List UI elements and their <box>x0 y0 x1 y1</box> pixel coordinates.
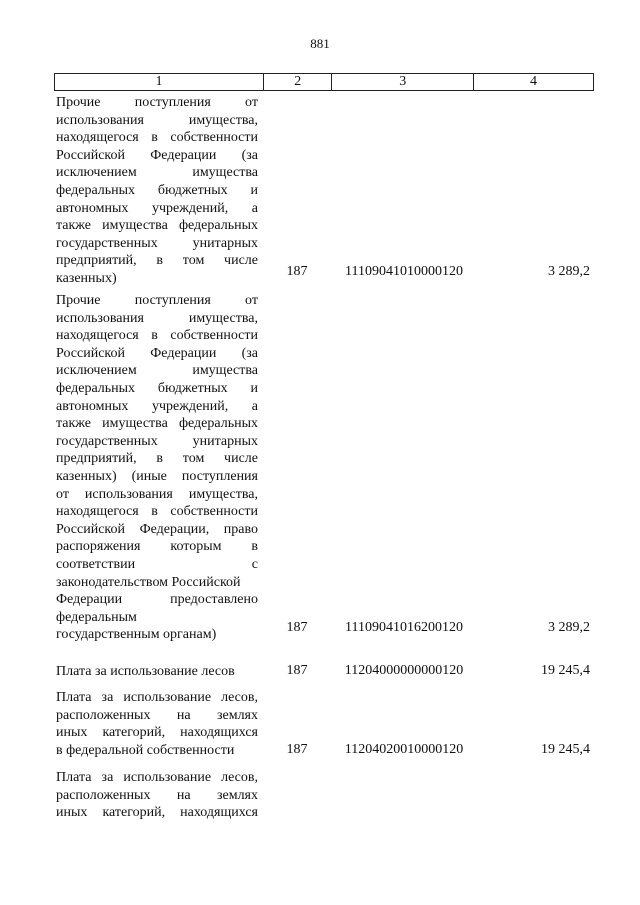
description-line: автономных учреждений, а <box>56 200 258 216</box>
column-header-row <box>55 74 594 91</box>
description-line: законодательством Российской <box>56 574 241 590</box>
description-line: от использования имущества, <box>56 486 258 502</box>
row-amount: 19 245,4 <box>541 742 590 757</box>
description-line: государственных унитарных <box>56 235 258 251</box>
description-line: Плата за использование лесов, <box>56 770 258 785</box>
description-line: находящегося в собственности <box>56 130 258 146</box>
column-header-1: 1 <box>55 74 264 91</box>
description-line: также имущества федеральных <box>56 416 258 432</box>
column-header-4: 4 <box>474 74 594 91</box>
row-kbk-code: 11204000000000120 <box>344 663 464 678</box>
description-line: Плата за использование лесов <box>56 664 235 679</box>
description-line: предприятий, в том числе <box>56 253 258 269</box>
row-description <box>56 292 258 644</box>
description-line: государственным органам) <box>56 627 217 643</box>
description-line: расположенных на землях <box>56 787 258 803</box>
description-line: Прочие поступления от <box>56 95 258 110</box>
description-line: соответствии с <box>56 556 258 572</box>
page-number: 881 <box>310 36 330 51</box>
description-line: иных категорий, находящихся <box>56 805 258 821</box>
description-line: использования имущества, <box>56 310 258 326</box>
description-line: федеральных бюджетных и <box>56 380 258 396</box>
description-line: автономных учреждений, а <box>56 398 258 414</box>
description-line: федеральным <box>56 609 137 625</box>
row-kbk-code: 11109041010000120 <box>345 264 463 279</box>
column-header-table <box>54 73 594 91</box>
description-line: предприятий, в том числе <box>56 451 258 467</box>
description-line: в федеральной собственности <box>56 742 235 758</box>
row-description <box>56 689 258 759</box>
description-line: иных категорий, находящихся <box>56 725 258 741</box>
row-admin-code: 187 <box>286 742 308 757</box>
column-header-3: 3 <box>332 74 474 91</box>
description-line: казенных) (иные поступления <box>56 468 258 484</box>
description-line: казенных) <box>56 270 117 286</box>
row-description <box>56 769 258 822</box>
row-amount: 19 245,4 <box>541 663 590 678</box>
row-admin-code: 187 <box>286 620 308 635</box>
row-description <box>56 94 258 288</box>
description-line: исключением имущества <box>56 165 258 181</box>
row-kbk-code: 11109041016200120 <box>345 620 463 635</box>
description-line: Плата за использование лесов, <box>56 690 258 705</box>
description-line: распоряжения которым в <box>56 539 258 555</box>
row-admin-code: 187 <box>286 264 308 279</box>
description-line: федеральных бюджетных и <box>56 182 258 198</box>
row-admin-code: 187 <box>286 663 308 678</box>
row-amount: 3 289,2 <box>548 264 590 279</box>
row-kbk-code: 11204020010000120 <box>344 742 464 757</box>
description-line: также имущества федеральных <box>56 218 258 234</box>
description-line: исключением имущества <box>56 363 258 379</box>
description-line: находящегося в собственности <box>56 504 258 520</box>
description-line: государственных унитарных <box>56 433 258 449</box>
description-line: использования имущества, <box>56 112 258 128</box>
row-amount: 3 289,2 <box>548 620 590 635</box>
description-line: Российской Федерации (за <box>56 345 258 361</box>
description-line: Российской Федерации (за <box>56 147 258 163</box>
description-line: расположенных на землях <box>56 707 258 723</box>
description-line: находящегося в собственности <box>56 328 258 344</box>
description-line: Федерации предоставлено <box>56 592 258 608</box>
description-line: Российской Федерации, право <box>56 521 258 537</box>
description-line: Прочие поступления от <box>56 293 258 308</box>
row-description <box>56 663 258 681</box>
column-header-2: 2 <box>264 74 332 91</box>
